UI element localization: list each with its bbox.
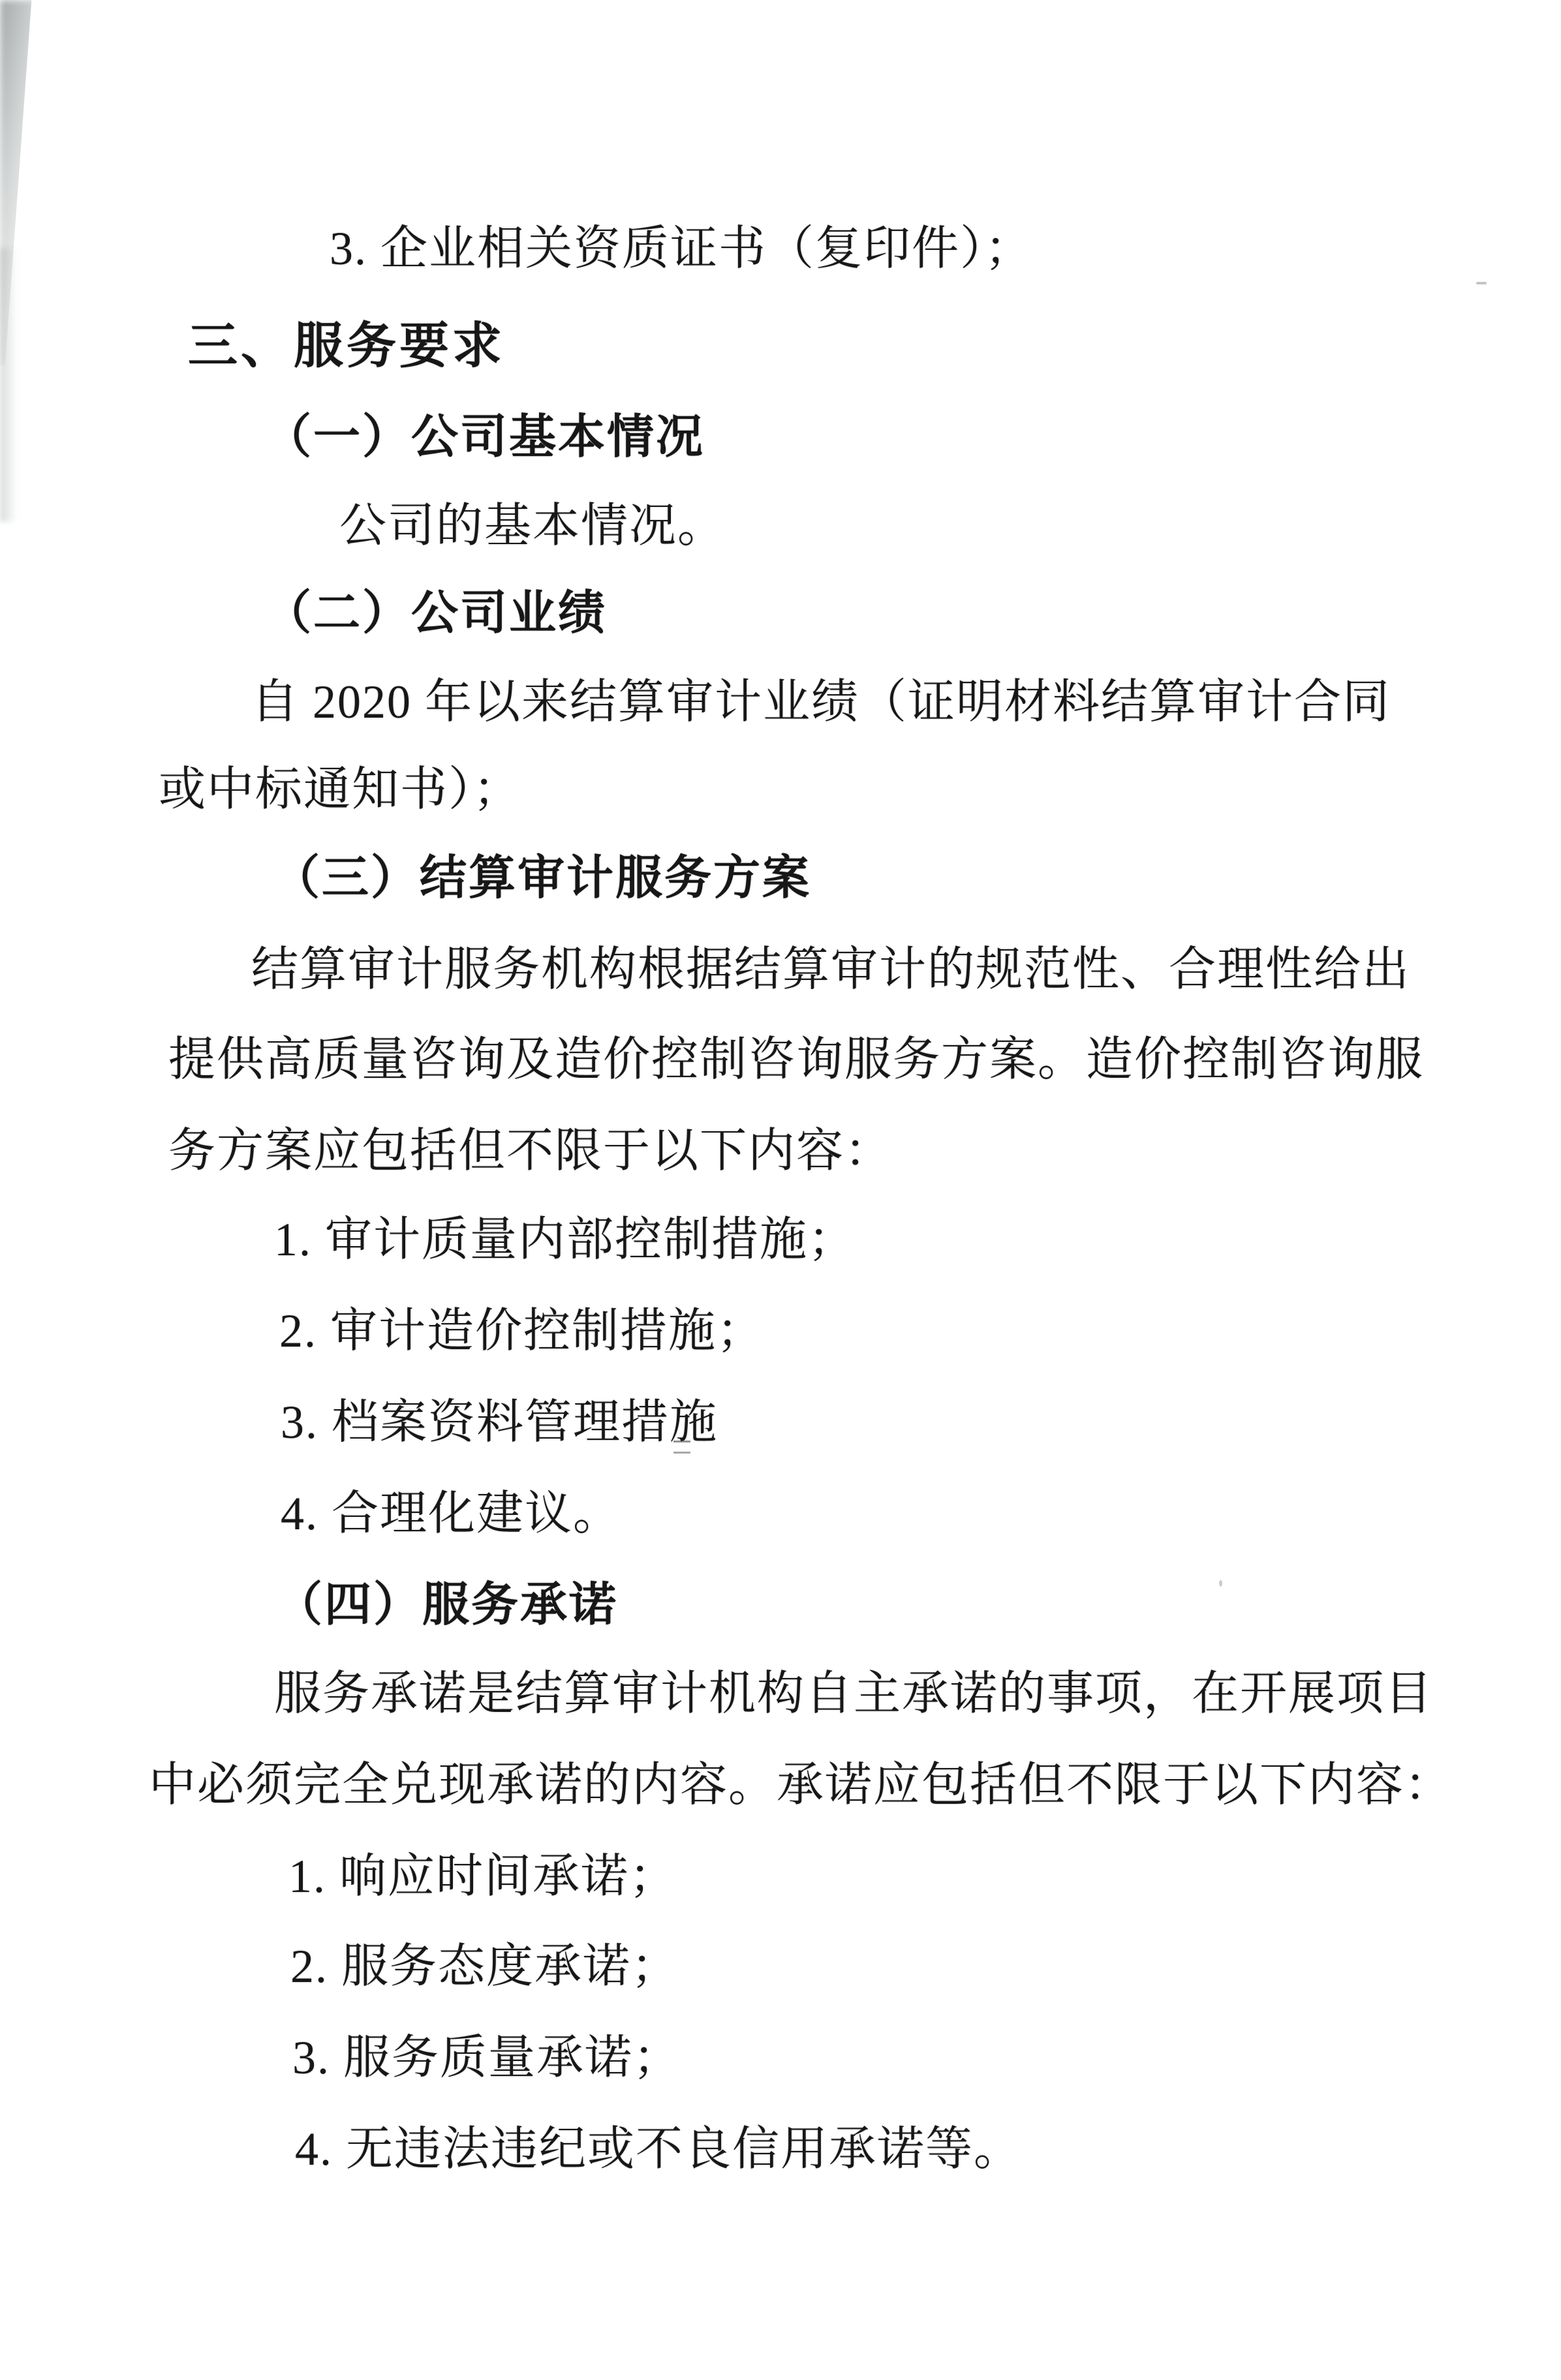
scan-artifact-speck [1219, 1580, 1222, 1587]
subheading-company-performance: （二）公司业绩 [264, 587, 608, 639]
scan-artifact-left-edge-tail [0, 248, 17, 522]
paragraph-plan-line3: 务方案应包括但不限于以下内容： [168, 1125, 893, 1177]
paragraph-plan-line2: 提供高质量咨询及造价控制咨询服务方案。造价控制咨询服 [168, 1033, 1425, 1086]
subheading-service-commitment: （四）服务承诺 [275, 1579, 619, 1631]
list-item-commitment-3: 3. 服务质量承诺； [292, 2032, 682, 2084]
list-item-plan-3: 3. 档案资料管理措施 [281, 1396, 719, 1448]
scan-artifact-speck [673, 1441, 690, 1454]
paragraph-plan-line1: 结算审计服务机构根据结算审计的规范性、合理性给出 [251, 943, 1411, 996]
subheading-company-basic-info: （一）公司基本情况 [264, 411, 705, 463]
subheading-audit-service-plan: （三）结算审计服务方案 [273, 852, 812, 904]
paragraph-performance-line1: 自 2020 年以来结算审计业绩（证明材料结算审计合同 [251, 676, 1391, 728]
list-item-plan-1: 1. 审计质量内部控制措施； [274, 1213, 857, 1266]
list-item-qualification-cert: 3. 企业相关资质证书（复印件）； [330, 222, 1034, 275]
paragraph-commitment-line2: 中必须完全兑现承诺的内容。承诺应包括但不限于以下内容： [149, 1759, 1453, 1811]
list-item-commitment-1: 1. 响应时间承诺； [288, 1850, 678, 1902]
paragraph-commitment-line1: 服务承诺是结算审计机构自主承诺的事项，在开展项目 [274, 1668, 1434, 1720]
list-item-commitment-4: 4. 无违法违纪或不良信用承诺等。 [295, 2123, 1023, 2175]
list-item-plan-4: 4. 合理化建议。 [281, 1488, 622, 1540]
section-heading-service-requirements: 三、服务要求 [188, 316, 505, 374]
list-item-commitment-2: 2. 服务态度承诺； [290, 1940, 680, 1992]
list-item-plan-2: 2. 审计造价控制措施； [279, 1305, 765, 1357]
scan-artifact-speck [1476, 282, 1487, 284]
paragraph-company-basic-info: 公司的基本情况。 [339, 500, 726, 552]
paragraph-performance-line2: 或中标通知书）； [159, 763, 522, 816]
